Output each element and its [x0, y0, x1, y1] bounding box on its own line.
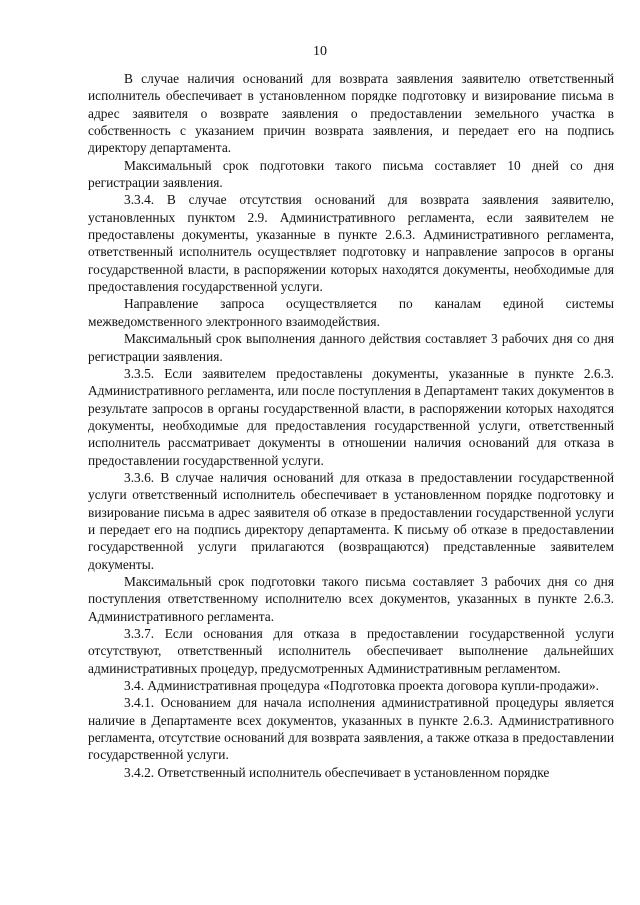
paragraph-3-3-7: 3.3.7. Если основания для отказа в предоставлении государственной услуги отсутствуют, ответственный исполнитель обеспечивает выполнение дальнейших административных процедур, предусмотренных Административным регламентом. — [88, 626, 614, 676]
paragraph-3-4-1: 3.4.1. Основанием для начала исполнения административной процедуры является наличие в Департаменте всех документов, указанных в пункте 2.6.3. Административного регламента, отсутствие оснований для возврата заявления, а также отказа в предоставлении государственной услуги. — [88, 695, 614, 763]
paragraph-request-channel: Направление запроса осуществляется по каналам единой системы межведомственного электронного взаимодействия. — [88, 296, 614, 329]
paragraph-3-3-6: 3.3.6. В случае наличия оснований для отказа в предоставлении государственной услуги ответственный исполнитель обеспечивает в установленном порядке подготовку и визирование письма в адрес заявителя об отказе в предоставлении государственной услуги и передает его на подпись директору департамента. К письму об отказе в предоставлении государственной услуги прилагаются (возвращаются) представленные заявителем документы. — [88, 469, 614, 572]
paragraph-return-deadline: Максимальный срок подготовки такого письма составляет 10 дней со дня регистрации заявления. — [88, 157, 614, 191]
paragraph-request-deadline: Максимальный срок выполнения данного действия составляет 3 рабочих дня со дня регистрации заявления. — [88, 331, 614, 364]
paragraph-3-3-5: 3.3.5. Если заявителем предоставлены документы, указанные в пункте 2.6.3. Административного регламента, или после поступления в Департамент таких документов в результате запросов в органы государственной власти, в распоряжении которых находятся документы, необходимые для предоставления государственной услуги, ответственный исполнитель рассматривает документы в отношении наличия оснований для отказа в предоставлении государственной услуги. — [88, 365, 614, 468]
page-number: 10 — [313, 44, 327, 59]
paragraph-3-4: 3.4. Административная процедура «Подготовка проекта договора купли-продажи». — [124, 678, 599, 694]
document-body — [88, 70, 614, 781]
paragraph-return-letter: В случае наличия оснований для возврата заявления заявителю ответственный исполнитель обеспечивает в установленном порядке подготовку и визирование письма в адрес заявителя о возврате заявления о предоставлении земельного участка в собственность с указанием причин возврата заявления, и передает его на подпись директору департамента. — [88, 71, 614, 156]
paragraph-refusal-deadline: Максимальный срок подготовки такого письма составляет 3 рабочих дня со дня поступления ответственному исполнителю всех документов, указанных в пункте 2.6.3. Административного регламента. — [88, 573, 614, 624]
paragraph-3-4-2: 3.4.2. Ответственный исполнитель обеспечивает в установленном порядке — [124, 764, 550, 780]
paragraph-3-3-4: 3.3.4. В случае отсутствия оснований для возврата заявления заявителю, установленных пунктом 2.9. Административного регламента, если заявителем не предоставлены документы, указанные в пункте 2.6.3. Административного регламента, ответственный исполнитель осуществляет подготовку и направление запросов в органы государственной власти, в распоряжении которых находятся документы, необходимые для предоставления государственной услуги. — [88, 192, 614, 295]
